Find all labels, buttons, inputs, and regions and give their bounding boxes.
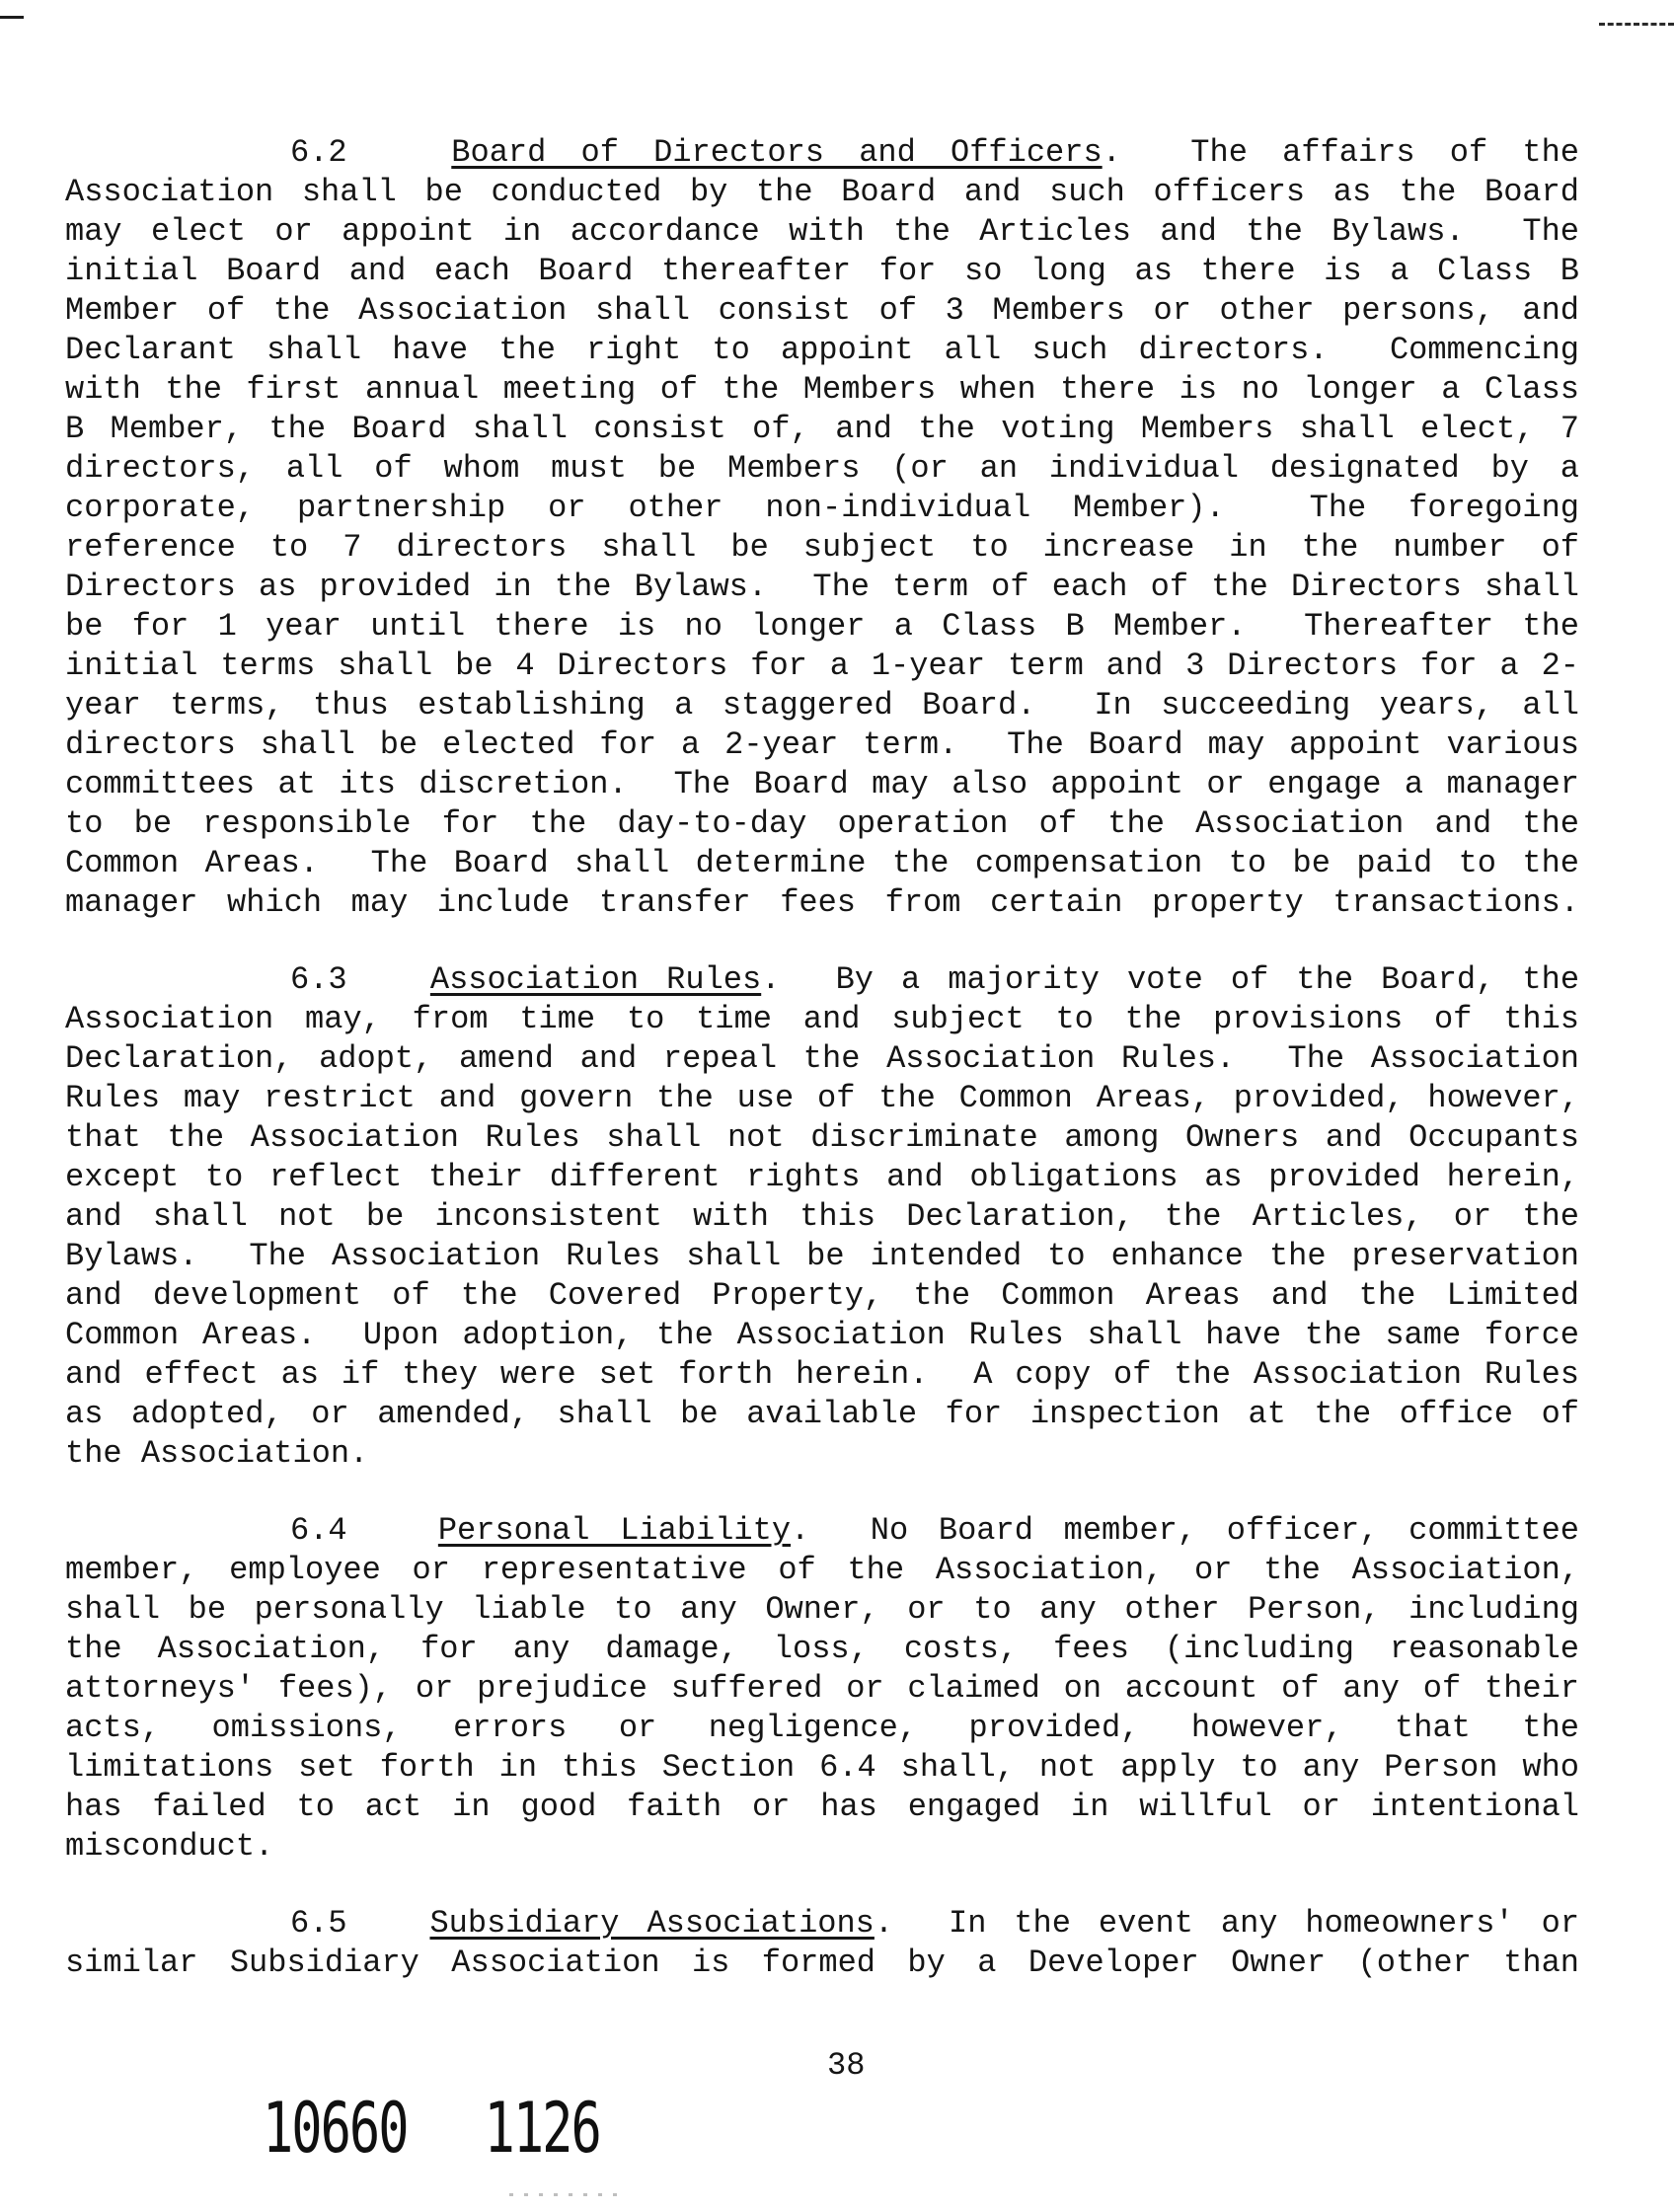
- text-line: and shall not be inconsistent with this Declaration, the Articles, or the: [65, 1198, 1579, 1235]
- section-heading-rest: . In the event any homeowners' or: [874, 1905, 1580, 1942]
- text-line: directors, all of whom must be Members (or an individual designated by a: [65, 450, 1579, 487]
- text-line: and effect as if they were set forth herein. A copy of the Association Rules: [65, 1356, 1579, 1393]
- section-heading-rest: . No Board member, officer, committee: [791, 1512, 1580, 1549]
- scan-artifact-bottom-dots: [509, 2193, 618, 2196]
- text-line: Association shall be conducted by the Board and such officers as the Board: [65, 174, 1579, 210]
- section-heading-rest: . By a majority vote of the Board, the: [761, 961, 1580, 998]
- document-text-block: [65, 133, 1579, 1983]
- text-line: Association may, from time to time and subject to the provisions of this: [65, 1001, 1579, 1037]
- heading-gap: [347, 961, 430, 998]
- text-line: corporate, partnership or other non-individual Member). The foregoing: [65, 490, 1579, 526]
- text-line: Rules may restrict and govern the use of the Common Areas, provided, however,: [65, 1080, 1579, 1116]
- text-line: attorneys' fees), or prejudice suffered or claimed on account of any of their: [65, 1670, 1579, 1707]
- section-6.5: [65, 1904, 1579, 1983]
- text-line: with the first annual meeting of the Members when there is no longer a Class: [65, 371, 1579, 408]
- text-line: reference to 7 directors shall be subject to increase in the number of: [65, 529, 1579, 566]
- section-number: 6.3: [290, 961, 347, 998]
- section-heading: [65, 960, 1579, 1000]
- section-number: 6.5: [290, 1905, 347, 1942]
- section-title: Board of Directors and Officers: [451, 134, 1103, 171]
- text-line: member, employee or representative of the Association, or the Association,: [65, 1552, 1579, 1588]
- text-line: to be responsible for the day-to-day operation of the Association and the: [65, 805, 1579, 842]
- section-heading: [65, 133, 1579, 173]
- text-line: acts, omissions, errors or negligence, provided, however, that the: [65, 1710, 1579, 1746]
- heading-gap: [347, 1512, 438, 1549]
- text-line: the Association, for any damage, loss, costs, fees (including reasonable: [65, 1631, 1579, 1667]
- text-line: Member of the Association shall consist of 3 Members or other persons, and: [65, 292, 1579, 329]
- section-heading-rest: . The affairs of the: [1102, 134, 1580, 171]
- section-6.2: [65, 133, 1579, 923]
- text-line: Directors as provided in the Bylaws. The term of each of the Directors shall: [65, 569, 1579, 605]
- text-line: directors shall be elected for a 2-year term. The Board may appoint various: [65, 726, 1579, 763]
- section-number: 6.2: [290, 134, 347, 171]
- scan-artifact-top-right-dashes: [1599, 23, 1674, 26]
- text-line: the Association.: [65, 1435, 369, 1472]
- text-line: that the Association Rules shall not discriminate among Owners and Occupants: [65, 1119, 1579, 1156]
- text-line: be for 1 year until there is no longer a Class B Member. Thereafter the: [65, 608, 1579, 645]
- text-line: year terms, thus establishing a staggered Board. In succeeding years, all: [65, 687, 1579, 724]
- text-line: Bylaws. The Association Rules shall be intended to enhance the preservation: [65, 1238, 1579, 1274]
- text-line: except to reflect their different rights and obligations as provided herein,: [65, 1159, 1579, 1195]
- page-number: 38: [827, 2047, 866, 2084]
- text-line: initial Board and each Board thereafter for so long as there is a Class B: [65, 253, 1579, 289]
- text-line: Declaration, adopt, amend and repeal the Association Rules. The Association: [65, 1040, 1579, 1077]
- text-line: misconduct.: [65, 1828, 274, 1865]
- scan-artifact-top-left-line: [0, 16, 24, 19]
- section-title: Personal Liability: [437, 1512, 792, 1549]
- text-line: may elect or appoint in accordance with the Articles and the Bylaws. The: [65, 213, 1579, 250]
- stamp-page-number: 1126: [484, 2089, 600, 2170]
- text-line: initial terms shall be 4 Directors for a 1-year term and 3 Directors for a 2-: [65, 648, 1579, 684]
- section-heading: [65, 1511, 1579, 1551]
- text-line: committees at its discretion. The Board may also appoint or engage a manager: [65, 766, 1579, 802]
- text-line: Common Areas. Upon adoption, the Association Rules shall have the same force: [65, 1317, 1579, 1353]
- text-line: Declarant shall have the right to appoint all such directors. Commencing: [65, 332, 1579, 368]
- text-line: limitations set forth in this Section 6.4 shall, not apply to any Person who: [65, 1749, 1579, 1786]
- section-6.3: [65, 960, 1579, 1474]
- text-line: and development of the Covered Property, the Common Areas and the Limited: [65, 1277, 1579, 1314]
- stamp-book-number: 10660: [263, 2089, 408, 2170]
- text-line: shall be personally liable to any Owner, or to any other Person, including: [65, 1591, 1579, 1628]
- text-line: as adopted, or amended, shall be available for inspection at the office of: [65, 1396, 1579, 1432]
- section-title: Association Rules: [429, 961, 762, 998]
- heading-gap: [347, 134, 452, 171]
- section-number: 6.4: [290, 1512, 347, 1549]
- section-title: Subsidiary Associations: [429, 1905, 875, 1942]
- section-heading: [65, 1904, 1579, 1944]
- text-line: B Member, the Board shall consist of, and the voting Members shall elect, 7: [65, 411, 1579, 447]
- recorder-stamp: [263, 2089, 600, 2170]
- section-6.4: [65, 1511, 1579, 1867]
- text-line: Common Areas. The Board shall determine the compensation to be paid to the: [65, 845, 1579, 881]
- text-line: similar Subsidiary Association is formed by a Developer Owner (other than: [65, 1945, 1579, 1981]
- heading-gap: [347, 1905, 430, 1942]
- text-line: manager which may include transfer fees from certain property transactions.: [65, 884, 1579, 921]
- text-line: has failed to act in good faith or has engaged in willful or intentional: [65, 1789, 1579, 1825]
